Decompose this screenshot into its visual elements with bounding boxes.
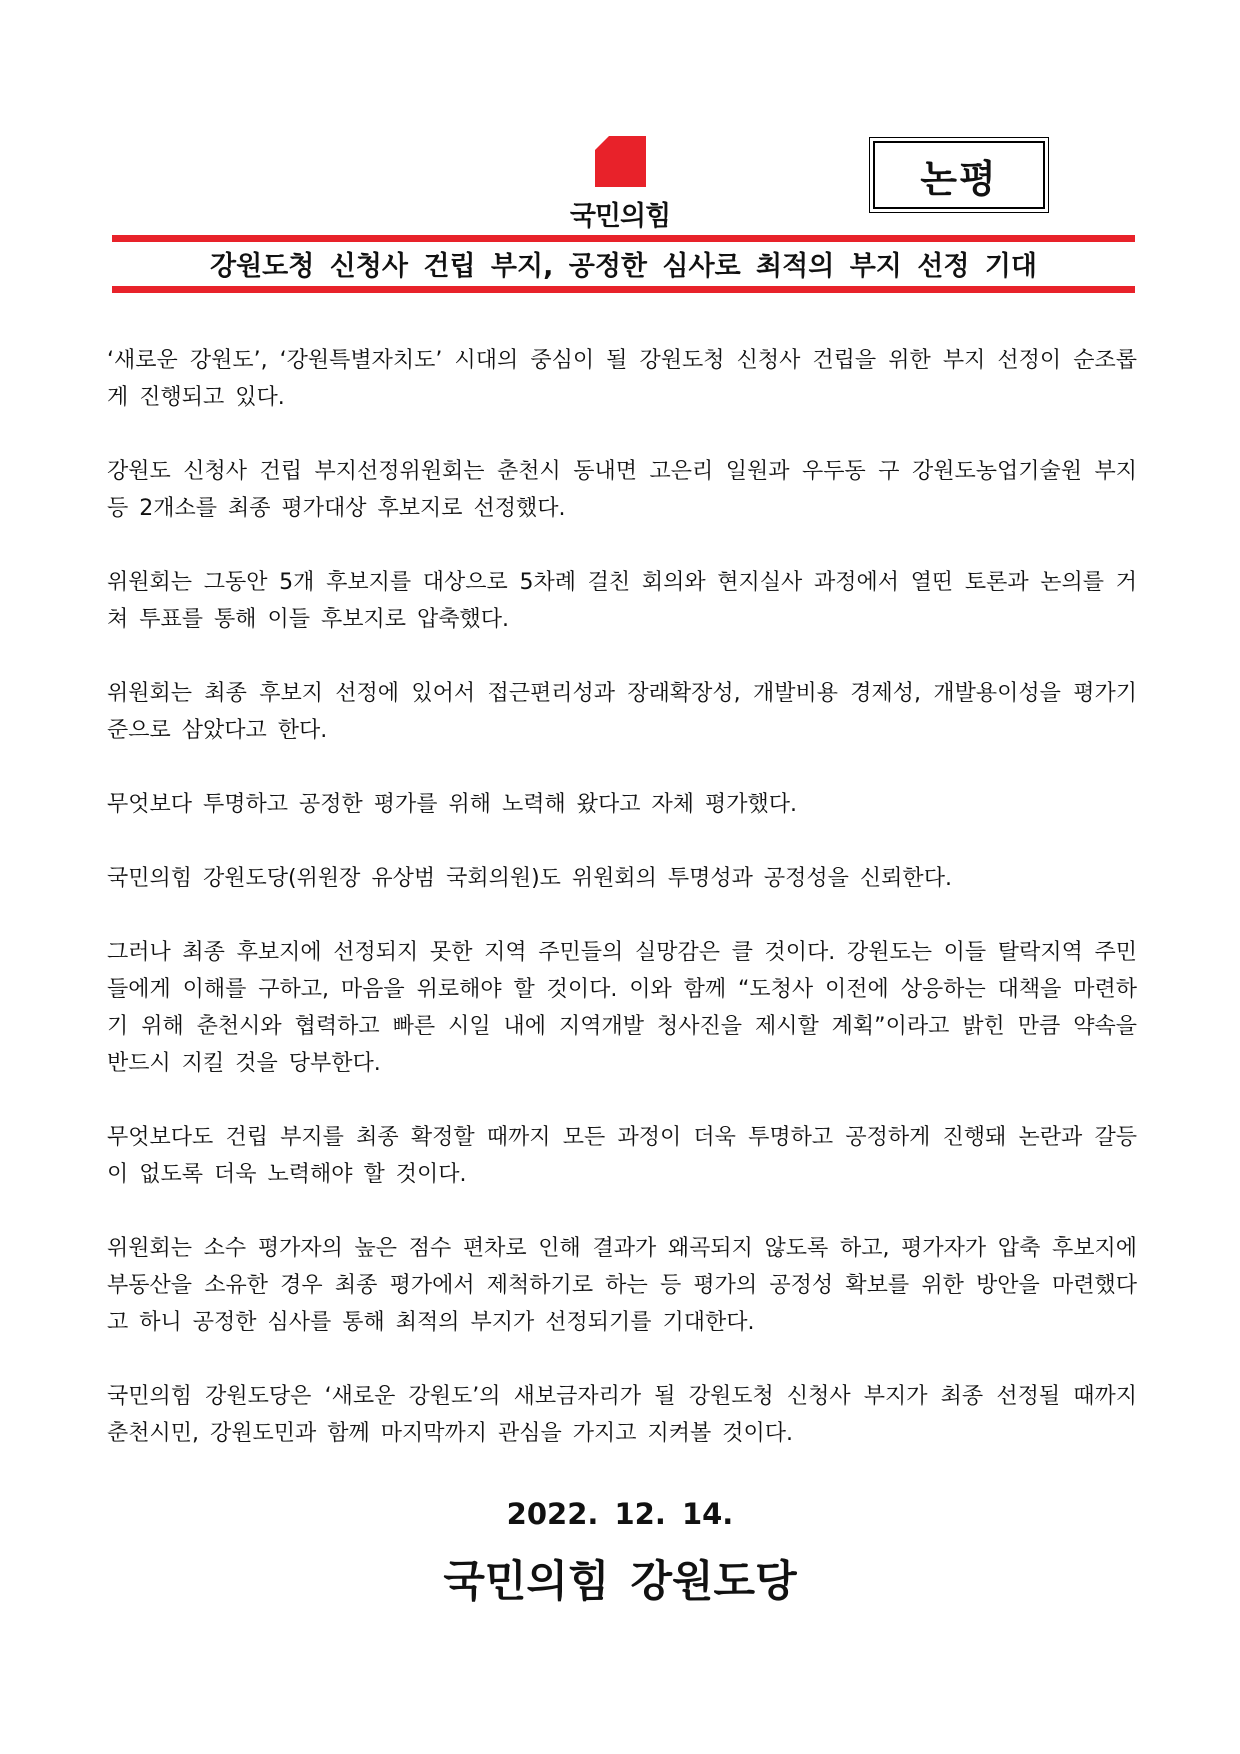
headline-bottom-rule <box>112 286 1135 293</box>
party-logo-mark-icon <box>595 136 646 187</box>
paragraph: 무엇보다 투명하고 공정한 평가를 위해 노력해 왔다고 자체 평가했다. <box>107 792 797 817</box>
paragraph: 위원회는 그동안 5개 후보지를 대상으로 5차례 걸친 회의와 현지실사 과정에서 열띤 토론과 논의를 거쳐 투표를 통해 이들 후보지로 압축했다. <box>107 570 1137 632</box>
paragraph: 국민의힘 강원도당은 ‘새로운 강원도’의 새보금자리가 될 강원도청 신청사 부지가 최종 선정될 때까지 춘천시민, 강원도민과 함께 마지막까지 관심을 가지고 지켜볼 것이다. <box>107 1384 1137 1446</box>
document-type-label: 논평 <box>873 141 1045 209</box>
paragraph: 그러나 최종 후보지에 선정되지 못한 지역 주민들의 실망감은 클 것이다. 강원도는 이들 탈락지역 주민들에게 이해를 구하고, 마음을 위로해야 할 것이다. 이와 함께 “도청사 이전에 상응하는 대책을 마련하기 위해 춘천시와 협력하고 빠른 시일 내에 지역개발 청사진을 제시할 계획”이라고 밝힌 만큼 약속을 반드시 지킬 것을 당부한다. <box>107 940 1137 1076</box>
statement-body <box>107 342 1137 1489</box>
headline: 강원도청 신청사 건립 부지, 공정한 심사로 최적의 부지 선정 기대 <box>210 250 1037 282</box>
issuing-organization: 국민의힘 강원도당 <box>443 1557 797 1607</box>
paragraph: 국민의힘 강원도당(위원장 유상범 국회의원)도 위원회의 투명성과 공정성을 신뢰한다. <box>107 866 952 891</box>
paragraph: 위원회는 소수 평가자의 높은 점수 편차로 인해 결과가 왜곡되지 않도록 하고, 평가자가 압축 후보지에 부동산을 소유한 경우 최종 평가에서 제척하기로 하는 등 평가의 공정성 확보를 위한 방안을 마련했다고 하니 공정한 심사를 통해 최적의 부지가 선정되기를 기대한다. <box>107 1236 1137 1335</box>
headline-top-rule <box>112 235 1135 242</box>
party-logo-text: 국민의힘 <box>569 201 671 232</box>
paragraph: 강원도 신청사 건립 부지선정위원회는 춘천시 동내면 고은리 일원과 우두동 구 강원도농업기술원 부지 등 2개소를 최종 평가대상 후보지로 선정했다. <box>107 459 1137 521</box>
paragraph: ‘새로운 강원도’, ‘강원특별자치도’ 시대의 중심이 될 강원도청 신청사 건립을 위한 부지 선정이 순조롭게 진행되고 있다. <box>107 348 1137 410</box>
paragraph: 위원회는 최종 후보지 선정에 있어서 접근편리성과 장래확장성, 개발비용 경제성, 개발용이성을 평가기준으로 삼았다고 한다. <box>107 681 1137 743</box>
party-logo <box>555 132 685 232</box>
paragraph: 무엇보다도 건립 부지를 최종 확정할 때까지 모든 과정이 더욱 투명하고 공정하게 진행돼 논란과 갈등이 없도록 더욱 노력해야 할 것이다. <box>107 1125 1137 1187</box>
issue-date: 2022. 12. 14. <box>506 1497 734 1531</box>
